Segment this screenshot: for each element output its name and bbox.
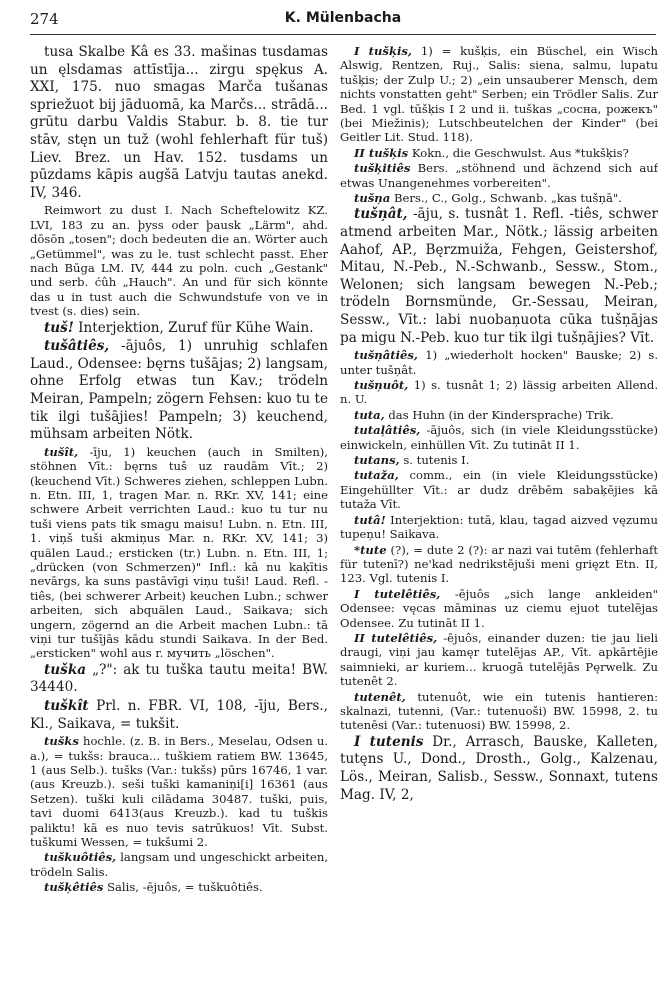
dictionary-entry: [340, 468, 658, 511]
dictionary-entry: [340, 690, 658, 733]
dictionary-entry: [340, 161, 658, 190]
dictionary-entry: [340, 378, 658, 407]
page-number: 274: [30, 10, 59, 28]
dictionary-entry: [340, 453, 658, 467]
dictionary-entry: [340, 631, 658, 689]
entry-text: Bers. „stöhnend und ächzend sich auf etwas Unangenehmes vorbereiten".: [340, 161, 658, 190]
entry-text: hochle. (z. B. in Bers., Meselau, Odsen u. a.), = tukšs: brauca... tuškiem ratiem BW. 13645, 1 (aus Selb.). tušks (Var.: tukšs) pūrs 16746, 1 var. (aus Kreuzb.). seši tuški kamaniņi[i] 16361 (aus Setzen). tuški kuli cilādama 30487. tuški, puis, tavi duomi 6413(aus Kreuzb.). kad tu tuškis paliktu! kā es nuo tevis satrūkuos! Vīt. Subst. tuškumi Wessen, = tukšumi 2.: [30, 734, 328, 850]
entry-text: comm., ein (in viele Kleidungsstücke) Eingehüllter Vīt.: ar dudz drēbēm sabaķējies kā tutaža Vīt.: [340, 468, 658, 512]
dictionary-entry: [30, 880, 328, 894]
dictionary-entry: [30, 662, 328, 697]
dictionary-entry: [340, 206, 658, 347]
dictionary-entry: [30, 338, 328, 444]
dictionary-entry: [340, 146, 658, 160]
dictionary-entry: [30, 203, 328, 318]
entry-headword: tutâ!: [354, 512, 386, 527]
entry-headword: tušķitiês: [354, 161, 411, 176]
entry-text: s. tutenis I.: [403, 453, 470, 468]
entry-headword: tuš!: [44, 319, 74, 336]
entry-text: (?), = dute 2 (?): ar nazi vai tutēm (fehlerhaft für tutenī?) ne'kad nedrikstējuši meni grięzt Etn. II, 123. Vgl. tutenis I.: [340, 542, 658, 586]
entry-text: -ājuôs, sich (in viele Kleidungsstücke) einwickeln, einhüllen Vīt. Zu tutināt II 1.: [340, 423, 658, 452]
entry-text: langsam und ungeschickt arbeiten, trödeln Salis.: [30, 850, 328, 879]
dictionary-entry: [340, 543, 658, 586]
entry-headword: tušks: [44, 734, 79, 749]
dictionary-entry: [340, 423, 658, 452]
entry-headword: tuškuôtiês,: [44, 850, 117, 865]
entry-text: 1) „wiederholt hocken" Bauske; 2) s. unter tušņât.: [340, 348, 658, 377]
dictionary-entry: [30, 445, 328, 661]
entry-text: Interjektion: tutā, klau, tagad aizved vęzumu tupeņu! Saikava.: [340, 512, 658, 542]
entry-headword: *tute: [354, 542, 387, 557]
entry-text: -ējuôs „sich lange ankleiden" Odensee: vęcas māminas uz ciemu ejuot tutelējas Odensee. Zu tutināt II 1.: [340, 586, 658, 630]
dictionary-entry: [30, 734, 328, 849]
entry-text: -āju, s. tusnât 1. Refl. -tiês, schwer atmend arbeiten Mar., Nötk.; lässig arbeiten Aahof, AP., Bęrzmuiža, Fehgen, Geistershof, Mitau, N.-Peb., N.-Schwanb., Sessw., Stom., Welonen; sich langsam bewegen N.-Peb.; trödeln Bornsmünde, Gr.-Sessau, Meiran, Sessw., Vīt.: labi nuobaņuota cūka tušņājas pa migu N.-Peb. kuo tur tik ilgi tušņājies? Vīt.: [340, 206, 658, 346]
entry-headword: tušņâtiês,: [354, 348, 418, 363]
left-column: [30, 44, 328, 998]
entry-headword: tušņât,: [354, 206, 408, 223]
entry-headword: tušņuôt,: [354, 378, 409, 393]
entry-text: -ājuôs, 1) unruhig schlafen Laud., Odensee: bęrns tušājas; 2) langsam, ohne Erfolg etwas tun Kav.; trödeln Meiran, Pampeln; zögern Fehsen: kuo tu te tik ilgi tušājies! Pampeln; 3) keuchend, mühsam arbeiten Nötk.: [30, 338, 328, 443]
entry-text: Prl. n. FBR. VI, 108, -īju, Bers., Kl., Saikava, = tukšit.: [30, 698, 328, 732]
entry-headword: I tutenis: [354, 733, 424, 750]
entry-text: Reimwort zu dust I. Nach Scheftelowitz KZ. LVI, 183 zu an. þyss oder þausk „Lärm", ahd. dōsōn „tosen"; doch bedeuten die an. Wörter auch „Getümmel", was zu le. tust schlecht passt. Eher nach Būga LM. IV, 444 zu poln. cuch „Gestank" und serb. ćûh „Hauch". An und für sich könnte das u in tust auch die Schwundstufe von ve in tvest (s. dies) sein.: [30, 203, 328, 319]
running-head: K. Mülenbacha: [284, 10, 402, 26]
page-header: [30, 8, 656, 35]
entry-text: tusa Skalbe Kâ es 33. mašinas tusdamas un ęlsdamas attīstīja... zirgu spękus A. XXI, 175. nuo smagas Marča tušanas spriežuot bij jāduomā, ka Marčs... strādā... grūtu darbu Valdis Stabur. b. 8. tie tur stāv, stęn un tuž (wohl fehlerhaft für tuš) Liev. Brez. un Hav. 152. tusdams un pūzdams kāpis augšā Latvju tautas anekd. IV, 346.: [30, 44, 328, 201]
entry-text: Interjektion, Zuruf für Kühe Wain.: [78, 319, 314, 336]
entry-text: -īju, 1) keuchen (auch in Smilten), stöhnen Vīt.: bęrns tuš uz raudām Vīt.; 2) (keuchend Vīt.) Schweres ziehen, schleppen Lubn. n. Etn. III, 1, tragen Mar. n. RKr. XV, 141; eine schwere Arbeit verrichten Laud.: kuo tu tur nu tuši viens pats tik smagu maisu! Lubn. n. Etn. III, 1. viņš tuši akmiņus Mar. n. RKr. XV, 141; 3) quälen Laud.; ersticken (tr.) Lubn. n. Etn. III, 1; „drücken (von Schmerzen)" Infl.: kā nu kaķītis nevārgs, ka suns pastāvīgi viņu tuši! Laud. Refl. -tiês, (bei schwerer Arbeit) keuchen Lubn.; schwer arbeiten, sich abquälen Laud., Saikava; sich ungern, zögernd an die Arbeit machen Lubn.: tā viņi tur tušījās kādu stundi Saikava. In der Bed. „ersticken" wohl aus r. мучить „löschen".: [30, 444, 328, 661]
right-column: [340, 44, 658, 998]
dictionary-entry: [340, 513, 658, 542]
dictionary-entry: [340, 408, 658, 422]
dictionary-entry: [30, 698, 328, 733]
entry-headword: tušâtiês,: [44, 338, 110, 355]
entry-headword: II tutelêtiês,: [354, 630, 438, 645]
dictionary-entry: [340, 44, 658, 145]
entry-headword: II tušķis: [354, 145, 409, 160]
entry-text: das Huhn (in der Kindersprache) Trik.: [388, 407, 614, 422]
dictionary-entry: [340, 587, 658, 630]
entry-text: Kokn., die Geschwulst. Aus *tukšķis?: [411, 145, 629, 160]
entry-headword: tuškît: [44, 698, 89, 715]
dictionary-entry: [340, 734, 658, 804]
entry-headword: tutans,: [354, 453, 400, 468]
entry-text: Bers., C., Golg., Schwanb. „kas tušņā".: [393, 191, 622, 206]
entry-headword: tušķêtiês: [44, 880, 104, 895]
entry-headword: tušît,: [44, 444, 79, 459]
entry-text: „?": ak tu tuška tautu meita! BW. 34440.: [30, 661, 328, 696]
entry-headword: tuta,: [354, 407, 385, 422]
entry-headword: tutaļâtiês,: [354, 423, 421, 438]
dictionary-entry: [340, 191, 658, 205]
dictionary-entry: [30, 850, 328, 879]
dictionary-entry: [30, 320, 328, 338]
dictionary-entry: [30, 44, 328, 202]
entry-headword: I tutelêtiês,: [354, 586, 441, 601]
entry-headword: tutenêt,: [354, 689, 406, 704]
entry-text: -ējuôs, einander duzen: tie jau lieli draugi, viņi jau kamęr tutelējas AP., Vīt. apkārtējie saimnieki, ar kuriem... kruogā tutelējās Pęrwelk. Zu tutenêt 2.: [340, 630, 658, 689]
dictionary-entry: [340, 348, 658, 377]
entry-headword: I tušķis,: [354, 44, 412, 58]
entry-text: 1) s. tusnât 1; 2) lässig arbeiten Allend. n. U.: [340, 378, 658, 407]
entry-text: Dr., Arrasch, Bauske, Kalleten, tutęns U., Dond., Drosth., Golg., Kalzenau, Lös., Meiran, Salisb., Sessw., Sonnaxt, tutens Mag. IV, 2,: [340, 733, 658, 803]
entry-text: 1) = kušķis, ein Büschel, ein Wisch Alswig, Rentzen, Ruj., Salis: siena, salmu, lupatu tušķis; der Zulp U.; 2) „ein unsauberer Mensch, dem nichts vonstatten geht" Serben; ein Trödler Salis. Zur Bed. 1 vgl. tūšķis I 2 und ii. tuškas „сосна, рожекъ" (bei Miežinis); Lutschbeutelchen der Kinder" (bei Geitler Lit. Stud. 118).: [340, 44, 658, 145]
entry-text: Salis, -ējuôs, = tuškuôtiês.: [107, 880, 263, 895]
entry-text: tutenuôt, wie ein tutenis hantieren: skalnazi, tutenni, (Var.: tutenuoši) BW. 15998, 2. tu tutenēsi (Var.: tutenuosi) BW. 15998, 2.: [340, 689, 658, 733]
entry-headword: tutaža,: [354, 468, 399, 483]
entry-headword: tušņa: [354, 191, 391, 206]
entry-headword: tuška: [44, 661, 87, 678]
